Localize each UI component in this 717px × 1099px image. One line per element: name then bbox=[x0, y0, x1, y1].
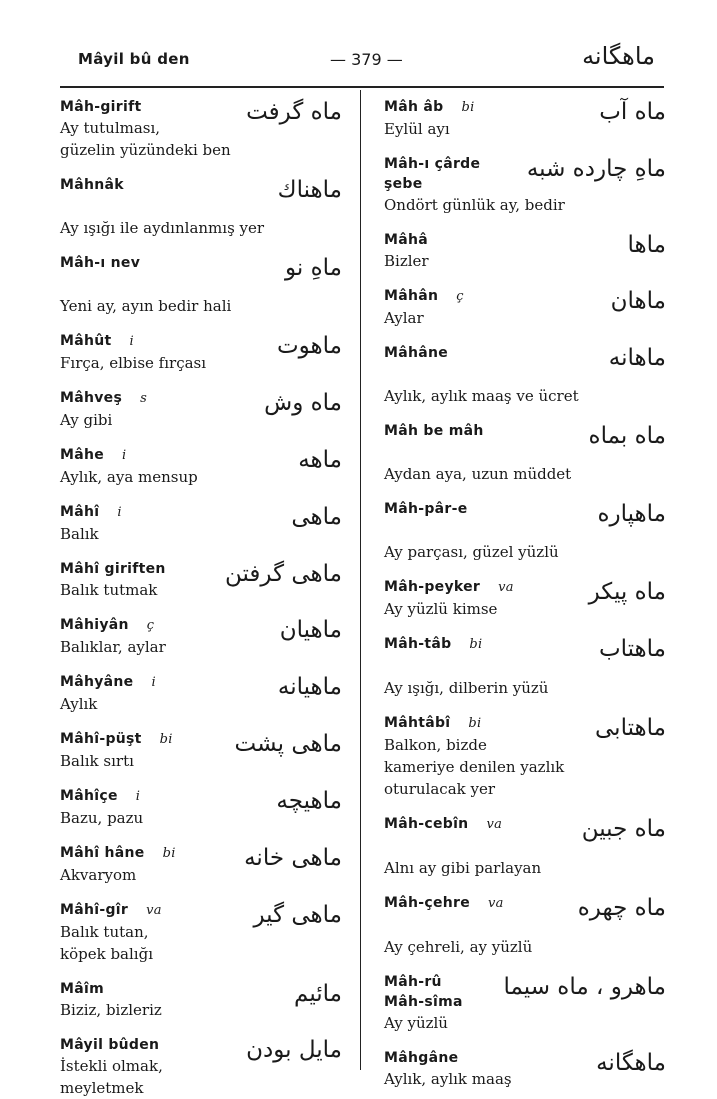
dictionary-entry bbox=[60, 502, 342, 545]
dictionary-entry bbox=[60, 331, 342, 374]
meaning-line: köpek balığı bbox=[60, 945, 153, 963]
arabic-script: ماه پيكر bbox=[588, 579, 666, 605]
headword-text: Mâîm bbox=[60, 981, 104, 997]
dictionary-entry bbox=[60, 900, 342, 965]
word-class-tag: va bbox=[486, 817, 503, 832]
arabic-script: ماهى پشت bbox=[234, 731, 342, 757]
meaning-line: Alnı ay gibi parlayan bbox=[384, 859, 542, 877]
meaning-line: Aydan aya, uzun müddet bbox=[384, 465, 572, 483]
meaning-line: Balkon, bizde bbox=[384, 736, 487, 754]
dictionary-entry bbox=[384, 230, 666, 272]
word-class-tag: i bbox=[122, 448, 127, 463]
arabic-script: ماها bbox=[627, 232, 666, 258]
headword-text: Mâhî-gîr bbox=[60, 902, 129, 918]
running-head-left: Mâyil bû den bbox=[78, 50, 190, 68]
dictionary-entry bbox=[384, 634, 666, 699]
dictionary-entry bbox=[60, 445, 342, 488]
word-class-tag: i bbox=[129, 334, 134, 349]
meaning-line: Balık sırtı bbox=[60, 752, 134, 770]
word-class-tag: i bbox=[151, 675, 156, 690]
arabic-script: ماهپاره bbox=[597, 501, 666, 527]
meaning-line: Ay çehreli, ay yüzlü bbox=[384, 938, 533, 956]
arabic-script: ماه بماه bbox=[588, 423, 666, 449]
arabic-script: ماهيانه bbox=[277, 674, 342, 700]
meaning-line: Biziz, bizleriz bbox=[60, 1001, 162, 1019]
headword-text: Mâhî bbox=[60, 504, 100, 520]
headword-text: Mâh âb bbox=[384, 99, 444, 115]
arabic-script: ماهى خانه bbox=[244, 845, 342, 871]
arabic-script: ماه جبين bbox=[581, 816, 666, 842]
meaning-line: Ondört günlük ay, bedir bbox=[384, 196, 565, 214]
word-class-tag: bi bbox=[468, 716, 482, 731]
meaning-line: Aylar bbox=[384, 309, 424, 327]
arabic-script: ماهيچه bbox=[276, 788, 342, 814]
headword-text: Mâh-çehre bbox=[384, 895, 471, 911]
dictionary-entry bbox=[384, 421, 666, 485]
arabic-script: ماهرو ، ماه سيما bbox=[503, 974, 666, 1000]
arabic-script: ماهِ نو bbox=[285, 255, 342, 281]
word-class-tag: va bbox=[146, 903, 162, 918]
headword-text: Mâh-cebîn bbox=[384, 816, 469, 832]
word-class-tag: bi bbox=[469, 637, 483, 652]
arabic-script: ماهان bbox=[610, 288, 666, 314]
meaning-line: Fırça, elbise fırçası bbox=[60, 354, 207, 372]
meaning-line: Eylül ayı bbox=[384, 120, 450, 138]
meaning-line: Ay tutulması, bbox=[60, 119, 161, 137]
meaning-line: Ay gibi bbox=[60, 411, 113, 429]
headword-text: Mâhût bbox=[60, 333, 112, 349]
dictionary-entry bbox=[60, 979, 342, 1021]
arabic-script: ماه آب bbox=[599, 99, 666, 125]
arabic-script: ماهى bbox=[291, 504, 342, 530]
headword-text: Mâhî hâne bbox=[60, 845, 145, 861]
meaning-line: Bizler bbox=[384, 252, 429, 270]
page-header bbox=[0, 0, 717, 90]
headword-text: Mâhâne bbox=[384, 345, 449, 361]
arabic-script: ماهى گير bbox=[253, 902, 342, 928]
headword-text: Mâhîçe bbox=[60, 788, 118, 804]
meaning-line: Ay ışığı ile aydınlanmış yer bbox=[60, 219, 265, 237]
arabic-script: ماهتابى bbox=[595, 715, 666, 741]
dictionary-entry bbox=[60, 388, 342, 431]
meaning-line: Akvaryom bbox=[60, 866, 137, 884]
dictionary-entry bbox=[384, 286, 666, 329]
word-class-tag: ç bbox=[146, 618, 155, 633]
arabic-script: ماهه bbox=[298, 447, 342, 473]
meaning-line: Ay ışığı, dilberin yüzü bbox=[384, 679, 549, 697]
dictionary-entry bbox=[60, 615, 342, 658]
arabic-script: ماهانه bbox=[608, 345, 666, 371]
headword-continued: şebe bbox=[384, 176, 423, 192]
meaning-line: Balıklar, aylar bbox=[60, 638, 166, 656]
dictionary-entry bbox=[60, 559, 342, 601]
headword-text: Mâh-pâr-e bbox=[384, 501, 468, 517]
arabic-script: ماهگانه bbox=[596, 1050, 666, 1076]
column-divider bbox=[360, 90, 361, 1070]
meaning-line: Aylık, aya mensup bbox=[60, 468, 198, 486]
headword-text: Mâh-ı nev bbox=[60, 255, 141, 271]
dictionary-entry bbox=[384, 814, 666, 879]
dictionary-entry bbox=[384, 577, 666, 620]
headword-text: Mâhnâk bbox=[60, 177, 124, 193]
meaning-line: Yeni ay, ayın bedir hali bbox=[60, 297, 232, 315]
arabic-script: ماهى گرفتن bbox=[224, 561, 342, 587]
headword-text: Mâhe bbox=[60, 447, 105, 463]
meaning-line: Ay yüzlü kimse bbox=[384, 600, 498, 618]
word-class-tag: bi bbox=[162, 846, 176, 861]
dictionary-entry bbox=[384, 1048, 666, 1090]
arabic-script: مايل بودن bbox=[246, 1037, 342, 1063]
meaning-line: Ay parçası, güzel yüzlü bbox=[384, 543, 559, 561]
arabic-script: ماهتاب bbox=[598, 636, 666, 662]
word-class-tag: va bbox=[498, 580, 514, 595]
meaning-line: Aylık, aylık maaş bbox=[384, 1070, 512, 1088]
arabic-script: ماهِ چارده شبه bbox=[526, 156, 666, 182]
arabic-script: ماه چهره bbox=[577, 895, 666, 921]
dictionary-entry bbox=[60, 175, 342, 239]
meaning-line: Balık tutan, bbox=[60, 923, 149, 941]
headword-continued: Mâh-sîma bbox=[384, 994, 463, 1010]
meaning-line: kameriye denilen yazlık bbox=[384, 758, 565, 776]
dictionary-entry bbox=[384, 713, 666, 800]
headword-text: Mâhgâne bbox=[384, 1050, 459, 1066]
meaning-line: Ay yüzlü bbox=[384, 1014, 448, 1032]
dictionary-entry bbox=[60, 672, 342, 715]
dictionary-entry bbox=[60, 729, 342, 772]
dictionary-entry bbox=[384, 499, 666, 563]
meaning-line: Aylık, aylık maaş ve ücret bbox=[384, 387, 579, 405]
word-class-tag: va bbox=[488, 896, 504, 911]
arabic-script: ماهوت bbox=[277, 333, 342, 359]
page-number: — 379 — bbox=[330, 50, 403, 69]
headword-text: Mâh-rû bbox=[384, 974, 442, 990]
headword-text: Mâhiyân bbox=[60, 617, 129, 633]
right-column bbox=[384, 97, 666, 1088]
word-class-tag: ç bbox=[456, 289, 464, 304]
meaning-line: Aylık bbox=[60, 695, 98, 713]
headword-text: Mâhî-püşt bbox=[60, 731, 142, 747]
arabic-script: ماه گرفت bbox=[246, 99, 342, 125]
headword-text: Mâyil bûden bbox=[60, 1037, 160, 1053]
headword bbox=[384, 230, 666, 250]
dictionary-entry bbox=[384, 893, 666, 958]
dictionary-entry bbox=[384, 343, 666, 407]
headword-text: Mâhyâne bbox=[60, 674, 134, 690]
headword-text: Mâhtâbî bbox=[384, 715, 451, 731]
meaning-line: oturulacak yer bbox=[384, 780, 496, 798]
meaning-line: meyletmek bbox=[60, 1079, 144, 1097]
dictionary-entry bbox=[384, 97, 666, 140]
headword-text: Mâh-ı çârde bbox=[384, 156, 481, 172]
headword-text: Mâhveş bbox=[60, 390, 123, 406]
dictionary-entry bbox=[384, 972, 666, 1034]
meaning-line: İstekli olmak, bbox=[60, 1057, 163, 1075]
dictionary-entry bbox=[384, 154, 666, 216]
arabic-script: ماهيان bbox=[279, 617, 342, 643]
headword-text: Mâh-girift bbox=[60, 99, 142, 115]
word-class-tag: i bbox=[117, 505, 122, 520]
dictionary-entry bbox=[60, 1035, 342, 1099]
word-class-tag: s bbox=[140, 391, 148, 406]
meaning-line: güzelin yüzündeki ben bbox=[60, 141, 231, 159]
word-class-tag: i bbox=[135, 789, 141, 804]
headword-text: Mâhî giriften bbox=[60, 561, 166, 577]
meaning-line: Bazu, pazu bbox=[60, 809, 144, 827]
meaning-line: Balık bbox=[60, 525, 99, 543]
headword-text: Mâh-peyker bbox=[384, 579, 481, 595]
dictionary-entry bbox=[60, 253, 342, 317]
dictionary-entry bbox=[60, 843, 342, 886]
meaning-line: Balık tutmak bbox=[60, 581, 158, 599]
dictionary-entry bbox=[60, 786, 342, 829]
arabic-script: مائيم bbox=[294, 981, 342, 1007]
arabic-script: ماهناك bbox=[277, 177, 342, 203]
headword-text: Mâhân bbox=[384, 288, 439, 304]
headword-text: Mâhâ bbox=[384, 232, 428, 248]
word-class-tag: bi bbox=[461, 100, 475, 115]
header-rule bbox=[60, 86, 664, 88]
running-head-right: ماهگانه bbox=[582, 42, 655, 70]
headword-text: Mâh be mâh bbox=[384, 423, 484, 439]
headword-text: Mâh-tâb bbox=[384, 636, 452, 652]
left-column bbox=[60, 97, 342, 1097]
word-class-tag: bi bbox=[159, 732, 173, 747]
dictionary-entry bbox=[60, 97, 342, 161]
arabic-script: ماه وش bbox=[264, 390, 342, 416]
